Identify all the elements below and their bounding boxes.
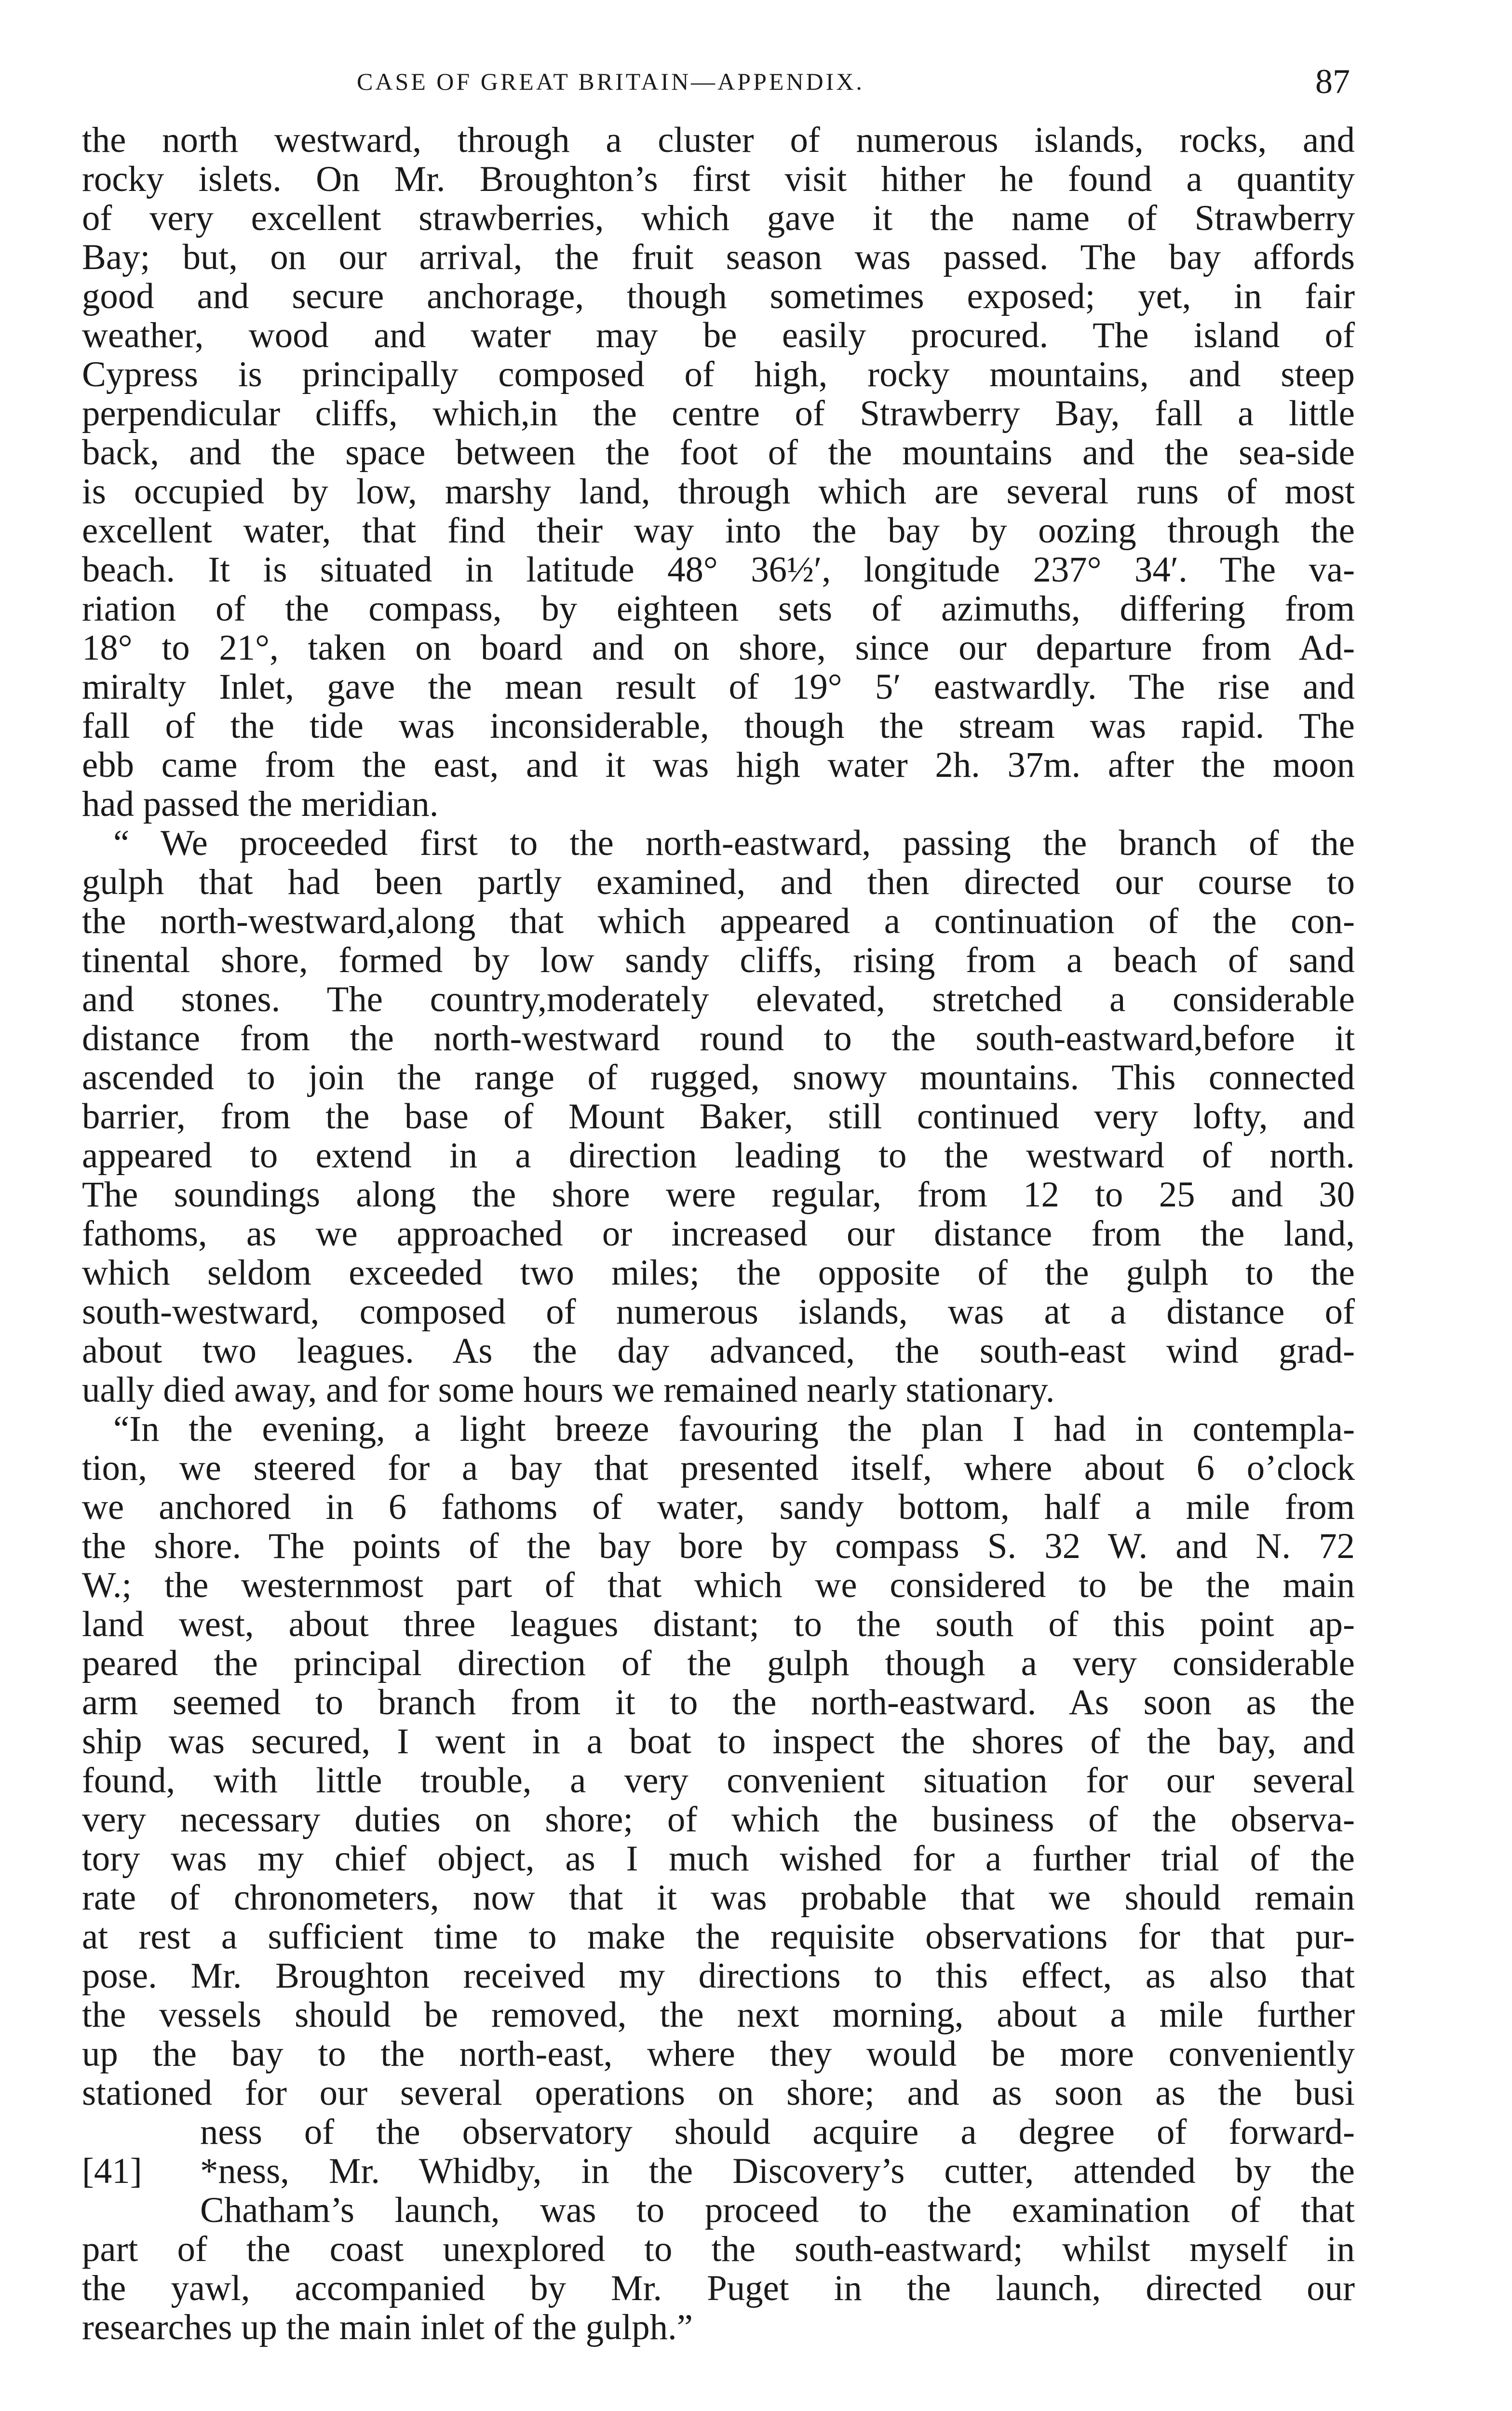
text-line: beach. It is situated in latitude 48° 36½′, longitude 237° 34′. The va-	[82, 550, 1355, 590]
hanging-line-with-margin-note	[82, 2151, 1355, 2191]
text-line: about two leagues. As the day advanced, the south-east wind grad-	[82, 1331, 1355, 1371]
hanging-line-text: *ness, Mr. Whidby, in the Discovery’s cutter, attended by the	[200, 2151, 1355, 2191]
text-line: 18° to 21°, taken on board and on shore, since our departure from Ad-	[82, 628, 1355, 668]
text-line: the north westward, through a cluster of numerous islands, rocks, and	[82, 120, 1355, 160]
text-line: weather, wood and water may be easily procured. The island of	[82, 315, 1355, 355]
text-line: ship was secured, I went in a boat to inspect the shores of the bay, and	[82, 1721, 1355, 1761]
text-line: good and secure anchorage, though sometimes exposed; yet, in fair	[82, 276, 1355, 316]
text-line: stationed for our several operations on shore; and as soon as the busi	[82, 2073, 1355, 2113]
paragraph-first-line: “ We proceeded first to the north-eastward, passing the branch of the	[113, 823, 1355, 863]
running-title: CASE OF GREAT BRITAIN—APPENDIX.	[357, 68, 864, 95]
text-line: the yawl, accompanied by Mr. Puget in the launch, directed our	[82, 2268, 1355, 2308]
text-line: land west, about three leagues distant; to the south of this point ap-	[82, 1604, 1355, 1644]
paragraph-last-line: ually died away, and for some hours we remained nearly stationary.	[82, 1370, 1055, 1410]
text-line: the shore. The points of the bay bore by compass S. 32 W. and N. 72	[82, 1526, 1355, 1566]
text-line: is occupied by low, marshy land, through which are several runs of most	[82, 472, 1355, 512]
text-line: back, and the space between the foot of the mountains and the sea-side	[82, 433, 1355, 473]
text-line: peared the principal direction of the gulph though a very considerable	[82, 1643, 1355, 1683]
text-line: barrier, from the base of Mount Baker, still continued very lofty, and	[82, 1097, 1355, 1137]
text-line: tory was my chief object, as I much wished for a further trial of the	[82, 1839, 1355, 1879]
text-line: fall of the tide was inconsiderable, though the stream was rapid. The	[82, 706, 1355, 746]
paragraph-last-line: had passed the meridian.	[82, 784, 439, 824]
text-line: W.; the westernmost part of that which we considered to be the main	[82, 1565, 1355, 1605]
running-head	[82, 62, 1360, 121]
text-line: ebb came from the east, and it was high water 2h. 37m. after the moon	[82, 745, 1355, 785]
text-line: very necessary duties on shore; of which the business of the observa-	[82, 1800, 1355, 1840]
text-line: rate of chronometers, now that it was probable that we should remain	[82, 1878, 1355, 1918]
text-line: and stones. The country,moderately elevated, stretched a considerable	[82, 979, 1355, 1019]
text-line: miralty Inlet, gave the mean result of 19° 5′ eastwardly. The rise and	[82, 667, 1355, 707]
text-line: found, with little trouble, a very convenient situation for our several	[82, 1761, 1355, 1801]
text-line: gulph that had been partly examined, and then directed our course to	[82, 862, 1355, 902]
hanging-line: ness of the observatory should acquire a degree of forward-	[200, 2112, 1355, 2152]
paragraph-last-line: researches up the main inlet of the gulph.”	[82, 2307, 693, 2347]
text-line: up the bay to the north-east, where they would be more conveniently	[82, 2034, 1355, 2074]
text-line: the north-westward,along that which appeared a continuation of the con-	[82, 901, 1355, 941]
text-line: The soundings along the shore were regular, from 12 to 25 and 30	[82, 1175, 1355, 1215]
text-line: rocky islets. On Mr. Broughton’s first visit hither he found a quantity	[82, 159, 1355, 199]
margin-page-reference: [41]	[82, 2151, 142, 2191]
text-line: we anchored in 6 fathoms of water, sandy bottom, half a mile from	[82, 1487, 1355, 1527]
text-line: excellent water, that find their way into the bay by oozing through the	[82, 511, 1355, 551]
text-line: distance from the north-westward round to the south-eastward,before it	[82, 1018, 1355, 1058]
hanging-line: Chatham’s launch, was to proceed to the examination of that	[200, 2190, 1355, 2230]
paragraph-first-line: “In the evening, a light breeze favouring the plan I had in contempla-	[113, 1409, 1355, 1449]
book-page	[82, 62, 1360, 2347]
text-line: part of the coast unexplored to the south-eastward; whilst myself in	[82, 2229, 1355, 2269]
text-line: ascended to join the range of rugged, snowy mountains. This connected	[82, 1057, 1355, 1097]
text-line: perpendicular cliffs, which,in the centre of Strawberry Bay, fall a little	[82, 393, 1355, 433]
text-line: pose. Mr. Broughton received my directions to this effect, as also that	[82, 1956, 1355, 1996]
page-number: 87	[1315, 62, 1350, 101]
text-line: of very excellent strawberries, which gave it the name of Strawberry	[82, 198, 1355, 238]
text-line: which seldom exceeded two miles; the opposite of the gulph to the	[82, 1253, 1355, 1293]
text-line: tion, we steered for a bay that presented itself, where about 6 o’clock	[82, 1448, 1355, 1488]
text-line: Bay; but, on our arrival, the fruit season was passed. The bay affords	[82, 237, 1355, 277]
text-line: fathoms, as we approached or increased our distance from the land,	[82, 1214, 1355, 1254]
text-line: tinental shore, formed by low sandy cliffs, rising from a beach of sand	[82, 940, 1355, 980]
text-line: south-westward, composed of numerous islands, was at a distance of	[82, 1292, 1355, 1332]
text-line: arm seemed to branch from it to the north-eastward. As soon as the	[82, 1682, 1355, 1722]
text-line: Cypress is principally composed of high, rocky mountains, and steep	[82, 354, 1355, 394]
text-line: riation of the compass, by eighteen sets of azimuths, differing from	[82, 589, 1355, 629]
text-line: at rest a sufficient time to make the requisite observations for that pur-	[82, 1917, 1355, 1957]
body-text	[82, 121, 1360, 2347]
text-line: appeared to extend in a direction leading to the westward of north.	[82, 1136, 1355, 1176]
text-line: the vessels should be removed, the next morning, about a mile further	[82, 1995, 1355, 2035]
